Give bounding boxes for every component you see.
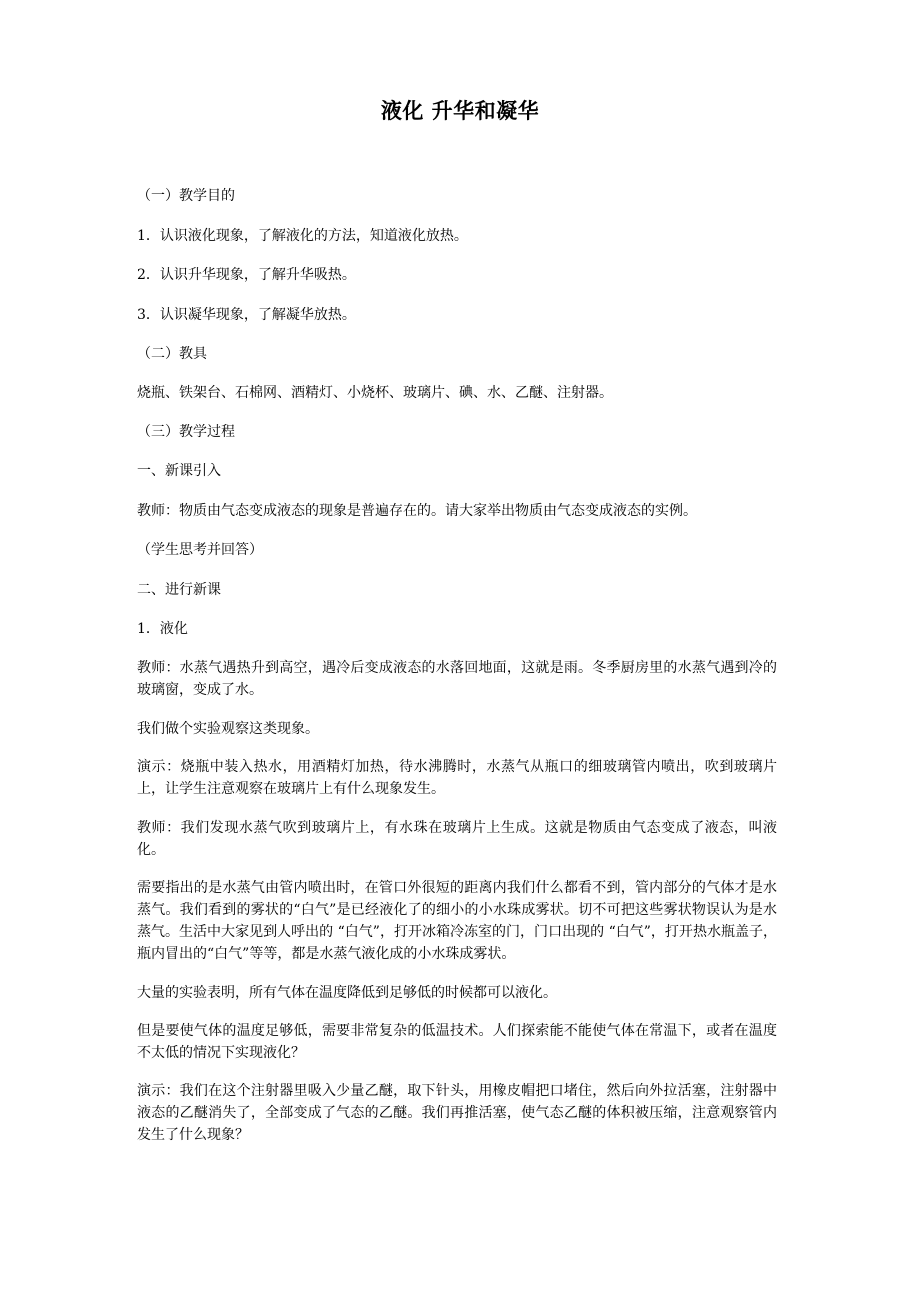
subsection-heading-new-lesson: 二、进行新课 [137,582,221,598]
section-heading-process: （三）教学过程 [137,424,235,440]
body-paragraph: 教师：物质由气态变成液态的现象是普遍存在的。请大家举出物质由气态变成液态的实例。 [137,503,697,519]
body-paragraph: 演示：我们在这个注射器里吸入少量乙醚，取下针头，用橡皮帽把口堵住，然后向外拉活塞，注射器中液态的乙醚消失了，全部变成了气态的乙醚。我们再推活塞，使气态乙醚的体积被压缩，注意观察管内发生了什么现象？ [137,1083,777,1143]
subsection-heading-intro: 一、新课引入 [137,463,221,479]
body-paragraph: 教师：水蒸气遇热升到高空，遇冷后变成液态的水落回地面，这就是雨。冬季厨房里的水蒸气遇到冷的玻璃窗，变成了水。 [137,660,777,698]
objective-item: 2．认识升华现象，了解升华吸热。 [137,267,356,283]
body-paragraph: （学生思考并回答） [137,542,263,558]
section-heading-equipment: （二）教具 [137,346,207,362]
topic-heading-liquefaction: 1．液化 [137,621,188,637]
section-heading-objectives: （一）教学目的 [137,188,235,204]
objective-item: 1．认识液化现象，了解液化的方法，知道液化放热。 [137,228,468,244]
equipment-list: 烧瓶、铁架台、石棉网、酒精灯、小烧杯、玻璃片、碘、水、乙醚、注射器。 [137,385,613,401]
body-paragraph: 我们做个实验观察这类现象。 [137,721,319,737]
body-paragraph: 演示：烧瓶中装入热水，用酒精灯加热，待水沸腾时，水蒸气从瓶口的细玻璃管内喷出，吹到玻璃片上，让学生注意观察在玻璃片上有什么现象发生。 [137,759,777,797]
objective-item: 3．认识凝华现象，了解凝华放热。 [137,307,356,323]
body-paragraph: 需要指出的是水蒸气由管内喷出时，在管口外很短的距离内我们什么都看不到，管内部分的气体才是水蒸气。我们看到的雾状的“白气”是已经液化了的细小的小水珠成雾状。切不可把这些雾状物误认为是水蒸气。生活中大家见到人呼出的 “白气”，打开冰箱冷冻室的门，门口出现的 “白气”，打开热水瓶盖子，瓶内冒出的“白气”等等，都是水蒸气液化成的小水珠成雾状。 [137,880,777,962]
body-paragraph: 教师：我们发现水蒸气吹到玻璃片上，有水珠在玻璃片上生成。这就是物质由气态变成了液态，叫液化。 [137,820,777,858]
document-title: 液化 升华和凝华 [380,99,540,123]
body-paragraph: 但是要使气体的温度足够低，需要非常复杂的低温技术。人们探索能不能使气体在常温下，或者在温度不太低的情况下实现液化？ [137,1023,777,1061]
body-paragraph: 大量的实验表明，所有气体在温度降低到足够低的时候都可以液化。 [137,985,557,1001]
